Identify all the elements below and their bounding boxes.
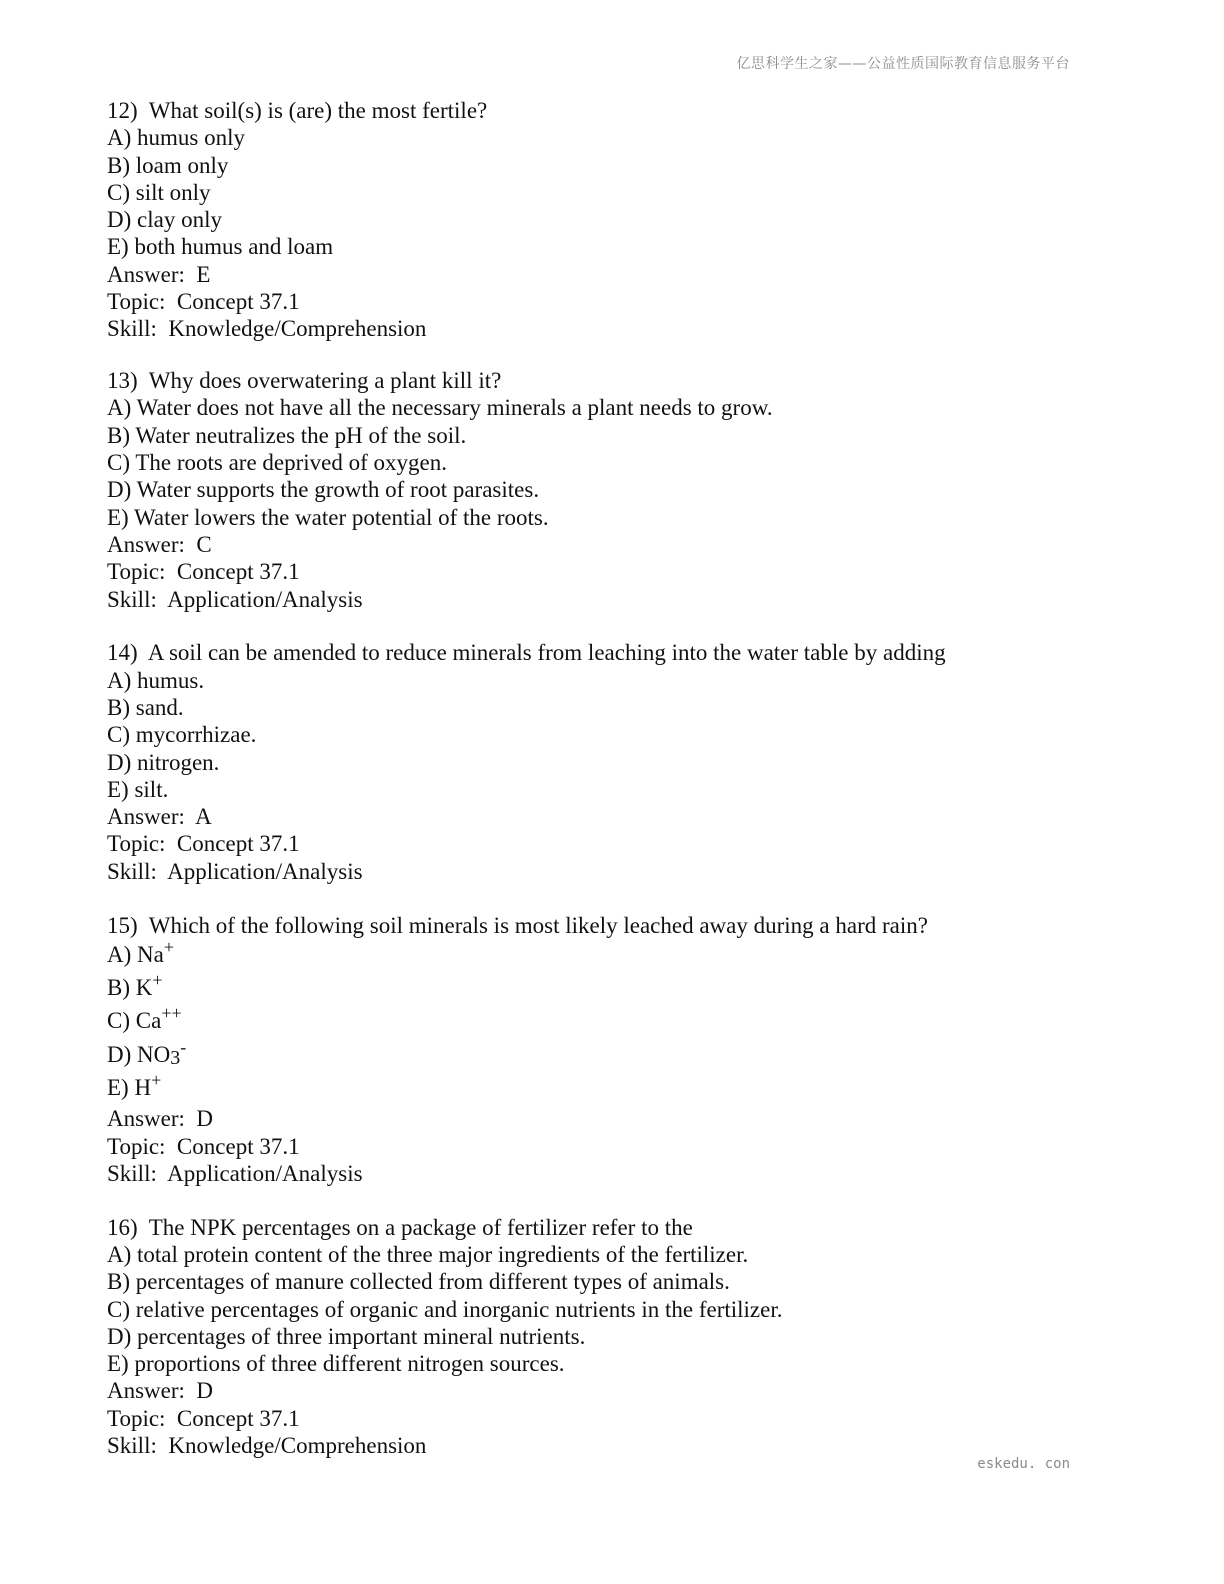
option-e: E) Water lowers the water potential of the roots. bbox=[107, 504, 549, 530]
answer-line: Answer: D bbox=[107, 1106, 214, 1132]
skill-line: Skill: Application/Analysis bbox=[107, 586, 363, 612]
topic-line: Topic: Concept 37.1 bbox=[107, 559, 300, 585]
option-c: C) silt only bbox=[107, 179, 211, 205]
option-e: E) both humus and loam bbox=[107, 234, 334, 260]
skill-line: Skill: Knowledge/Comprehension bbox=[107, 1433, 427, 1459]
option-b: B) Water neutralizes the pH of the soil. bbox=[107, 422, 467, 448]
option-c: C) The roots are deprived of oxygen. bbox=[107, 450, 448, 476]
option-e: E) silt. bbox=[107, 776, 169, 802]
ion-charge: + bbox=[152, 970, 163, 991]
option-label: C) Ca bbox=[107, 1008, 162, 1034]
answer-line: Answer: A bbox=[107, 804, 212, 830]
question-15 bbox=[107, 912, 1107, 1188]
option-a bbox=[107, 936, 1107, 972]
option-d: D) percentages of three important mineral nutrients. bbox=[107, 1323, 586, 1349]
option-label: E) H bbox=[107, 1075, 152, 1100]
option-e bbox=[107, 1072, 1107, 1105]
ion-charge: + bbox=[163, 936, 174, 957]
option-a: A) humus only bbox=[107, 125, 245, 151]
question-stem: 16) The NPK percentages on a package of fertilizer refer to the bbox=[107, 1214, 693, 1240]
option-a: A) Water does not have all the necessary minerals a plant needs to grow. bbox=[107, 395, 773, 421]
page-footer-watermark: eskedu. con bbox=[977, 1456, 1070, 1472]
skill-line: Skill: Application/Analysis bbox=[107, 1160, 363, 1186]
option-b: B) sand. bbox=[107, 694, 184, 720]
question-14 bbox=[107, 639, 1107, 885]
answer-line: Answer: D bbox=[107, 1378, 214, 1404]
option-e: E) proportions of three different nitrogen sources. bbox=[107, 1351, 565, 1377]
option-a: A) humus. bbox=[107, 667, 205, 693]
option-b: B) percentages of manure collected from different types of animals. bbox=[107, 1269, 730, 1295]
option-label: D) NO bbox=[107, 1041, 171, 1067]
option-d bbox=[107, 1036, 1107, 1072]
question-stem: 12) What soil(s) is (are) the most fertile? bbox=[107, 98, 488, 123]
question-list bbox=[107, 97, 1107, 1484]
subscript: 3 bbox=[170, 1046, 181, 1069]
question-stem: 14) A soil can be amended to reduce minerals from leaching into the water table by adding bbox=[107, 640, 946, 666]
option-a: A) total protein content of the three major ingredients of the fertilizer. bbox=[107, 1241, 749, 1267]
question-stem: 15) Which of the following soil minerals is most likely leached away during a hard rain? bbox=[107, 912, 928, 938]
option-label: A) Na bbox=[107, 941, 164, 967]
option-label: B) K bbox=[107, 975, 153, 1001]
question-12 bbox=[107, 97, 1107, 343]
option-b: B) loam only bbox=[107, 152, 229, 178]
option-d: D) clay only bbox=[107, 207, 222, 233]
page-header-watermark: 亿思科学生之家——公益性质国际教育信息服务平台 bbox=[736, 56, 1070, 72]
question-16 bbox=[107, 1214, 1107, 1460]
topic-line: Topic: Concept 37.1 bbox=[107, 831, 300, 857]
answer-line: Answer: C bbox=[107, 531, 212, 557]
ion-charge: + bbox=[151, 1070, 162, 1090]
option-b bbox=[107, 972, 1107, 1005]
answer-line: Answer: E bbox=[107, 261, 211, 287]
question-13 bbox=[107, 367, 1107, 613]
option-d: D) nitrogen. bbox=[107, 749, 220, 775]
option-c: C) mycorrhizae. bbox=[107, 722, 257, 748]
skill-line: Skill: Application/Analysis bbox=[107, 858, 363, 884]
topic-line: Topic: Concept 37.1 bbox=[107, 289, 300, 315]
skill-line: Skill: Knowledge/Comprehension bbox=[107, 316, 427, 342]
ion-charge: - bbox=[180, 1036, 187, 1057]
option-c bbox=[107, 1005, 1107, 1038]
topic-line: Topic: Concept 37.1 bbox=[107, 1133, 300, 1159]
question-stem: 13) Why does overwatering a plant kill it? bbox=[107, 368, 502, 394]
option-d: D) Water supports the growth of root parasites. bbox=[107, 477, 540, 503]
ion-charge: ++ bbox=[161, 1003, 182, 1024]
topic-line: Topic: Concept 37.1 bbox=[107, 1405, 300, 1431]
option-c: C) relative percentages of organic and inorganic nutrients in the fertilizer. bbox=[107, 1296, 783, 1322]
